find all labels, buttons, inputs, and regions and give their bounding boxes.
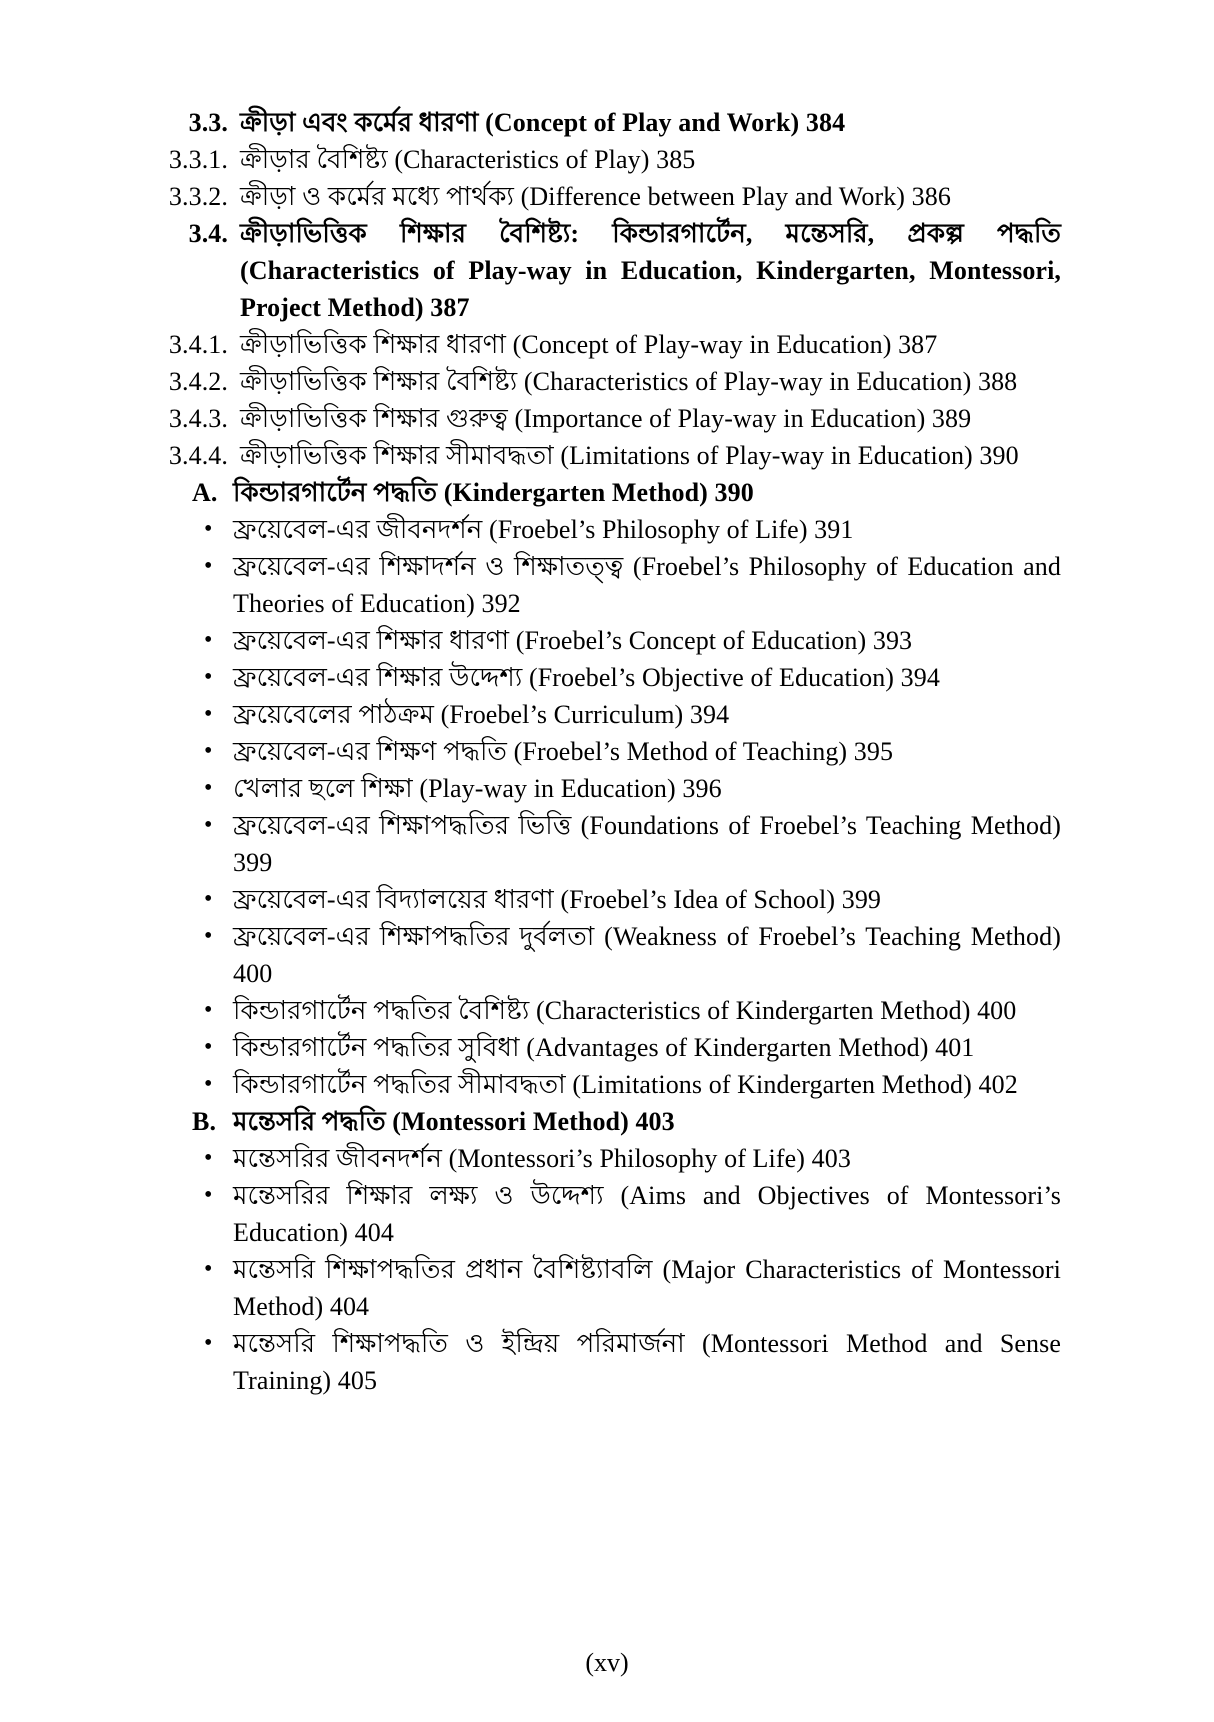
entry-number: 3.4. (188, 219, 228, 248)
entry-number: 3.4.1. (168, 330, 228, 359)
bullet-marker: • (204, 1034, 213, 1060)
entry-text: ফ্রয়েবেল-এর বিদ্যালয়ের ধারণা (Froebel’s Idea of School) 399 (233, 885, 882, 914)
bullet-marker: • (204, 553, 213, 579)
entry-text: মন্তেসরি শিক্ষাপদ্ধতির প্রধান বৈশিষ্ট্যাবলি (Major Characteristics of Montessori Method) 404 (233, 1255, 1061, 1321)
toc-entry (156, 1251, 1061, 1325)
toc-entry (156, 1066, 1061, 1103)
toc-entry (156, 104, 1061, 141)
bullet-marker: • (204, 1256, 213, 1282)
toc-entry (156, 1325, 1061, 1399)
page-number: (xv) (585, 1648, 629, 1677)
toc-entry (156, 511, 1061, 548)
entry-text: ক্রীড়াভিত্তিক শিক্ষার বৈশিষ্ট্য: কিন্ডারগার্টেন, মন্তেসরি, প্রকল্প পদ্ধতি (Characteristics of Play-way in Education, Kindergarten, Montessori, Project Method) 387 (240, 219, 1061, 322)
entry-number: A. (192, 478, 218, 507)
bullet-marker: • (204, 738, 213, 764)
toc-entry (156, 437, 1061, 474)
entry-text: ক্রীড়াভিত্তিক শিক্ষার বৈশিষ্ট্য (Characteristics of Play-way in Education) 388 (240, 367, 1018, 396)
toc-entry (156, 326, 1061, 363)
toc-entry (156, 400, 1061, 437)
entry-text: ফ্রয়েবেল-এর শিক্ষণ পদ্ধতি (Froebel’s Method of Teaching) 395 (233, 737, 894, 766)
toc-entry (156, 807, 1061, 881)
toc-list (156, 104, 1061, 1399)
toc-entry (156, 918, 1061, 992)
toc-entry (156, 178, 1061, 215)
entry-text: ক্রীড়া এবং কর্মের ধারণা (Concept of Play and Work) 384 (240, 108, 846, 137)
entry-text: মন্তেসরি পদ্ধতি (Montessori Method) 403 (233, 1107, 675, 1136)
bullet-marker: • (204, 1071, 213, 1097)
entry-text: মন্তেসরির শিক্ষার লক্ষ্য ও উদ্দেশ্য (Aims and Objectives of Montessori’s Education) 404 (233, 1181, 1061, 1247)
entry-text: মন্তেসরি শিক্ষাপদ্ধতি ও ইন্দ্রিয় পরিমার্জনা (Montessori Method and Sense Training) 405 (233, 1329, 1061, 1395)
toc-entry (156, 992, 1061, 1029)
toc-entry (156, 1140, 1061, 1177)
bullet-marker: • (204, 664, 213, 690)
entry-number: 3.4.2. (168, 367, 228, 396)
entry-number: 3.4.3. (168, 404, 228, 433)
bullet-marker: • (204, 997, 213, 1023)
bullet-marker: • (204, 1182, 213, 1208)
entry-text: ফ্রয়েবেলের পাঠক্রম (Froebel’s Curriculum) 394 (233, 700, 730, 729)
bullet-marker: • (204, 775, 213, 801)
entry-text: ক্রীড়া ও কর্মের মধ্যে পার্থক্য (Difference between Play and Work) 386 (240, 182, 951, 211)
entry-text: মন্তেসরির জীবনদর্শন (Montessori’s Philosophy of Life) 403 (233, 1144, 851, 1173)
entry-text: ফ্রয়েবেল-এর শিক্ষার ধারণা (Froebel’s Concept of Education) 393 (233, 626, 913, 655)
toc-entry (156, 770, 1061, 807)
toc-entry (156, 622, 1061, 659)
toc-entry (156, 215, 1061, 326)
entry-text: কিন্ডারগার্টেন পদ্ধতির সুবিধা (Advantages of Kindergarten Method) 401 (233, 1033, 975, 1062)
entry-number: 3.4.4. (168, 441, 228, 470)
entry-text: ক্রীড়াভিত্তিক শিক্ষার গুরুত্ব (Importance of Play-way in Education) 389 (240, 404, 972, 433)
toc-entry (156, 141, 1061, 178)
toc-entry (156, 733, 1061, 770)
entry-text: ক্রীড়াভিত্তিক শিক্ষার সীমাবদ্ধতা (Limitations of Play-way in Education) 390 (240, 441, 1019, 470)
entry-text: কিন্ডারগার্টেন পদ্ধতি (Kindergarten Method) 390 (233, 478, 754, 507)
entry-text: ফ্রয়েবেল-এর শিক্ষার উদ্দেশ্য (Froebel’s Objective of Education) 394 (233, 663, 940, 692)
toc-entry (156, 474, 1061, 511)
entry-number: 3.3. (188, 108, 228, 137)
bullet-marker: • (204, 886, 213, 912)
bullet-marker: • (204, 1330, 213, 1356)
bullet-marker: • (204, 516, 213, 542)
entry-text: ফ্রয়েবেল-এর শিক্ষাপদ্ধতির ভিত্তি (Foundations of Froebel’s Teaching Method) 399 (233, 811, 1061, 877)
entry-number: 3.3.1. (168, 145, 228, 174)
entry-number: B. (192, 1107, 217, 1136)
toc-entry (156, 696, 1061, 733)
toc-entry (156, 1029, 1061, 1066)
entry-text: ক্রীড়াভিত্তিক শিক্ষার ধারণা (Concept of Play-way in Education) 387 (240, 330, 938, 359)
entry-number: 3.3.2. (168, 182, 228, 211)
bullet-marker: • (204, 923, 213, 949)
entry-text: খেলার ছলে শিক্ষা (Play-way in Education) 396 (233, 774, 722, 803)
toc-entry (156, 548, 1061, 622)
entry-text: ফ্রয়েবেল-এর শিক্ষাপদ্ধতির দুর্বলতা (Weakness of Froebel’s Teaching Method) 400 (233, 922, 1061, 988)
toc-entry (156, 1177, 1061, 1251)
bullet-marker: • (204, 812, 213, 838)
bullet-marker: • (204, 1145, 213, 1171)
bullet-marker: • (204, 701, 213, 727)
toc-entry (156, 363, 1061, 400)
toc-entry (156, 881, 1061, 918)
toc-entry (156, 659, 1061, 696)
entry-text: ফ্রয়েবেল-এর জীবনদর্শন (Froebel’s Philosophy of Life) 391 (233, 515, 854, 544)
entry-text: কিন্ডারগার্টেন পদ্ধতির সীমাবদ্ধতা (Limitations of Kindergarten Method) 402 (233, 1070, 1018, 1099)
entry-text: ফ্রয়েবেল-এর শিক্ষাদর্শন ও শিক্ষাতত্ত্ব (Froebel’s Philosophy of Education and Theories of Education) 392 (233, 552, 1061, 618)
entry-text: কিন্ডারগার্টেন পদ্ধতির বৈশিষ্ট্য (Characteristics of Kindergarten Method) 400 (233, 996, 1017, 1025)
toc-entry (156, 1103, 1061, 1140)
entry-text: ক্রীড়ার বৈশিষ্ট্য (Characteristics of Play) 385 (240, 145, 696, 174)
bullet-marker: • (204, 627, 213, 653)
